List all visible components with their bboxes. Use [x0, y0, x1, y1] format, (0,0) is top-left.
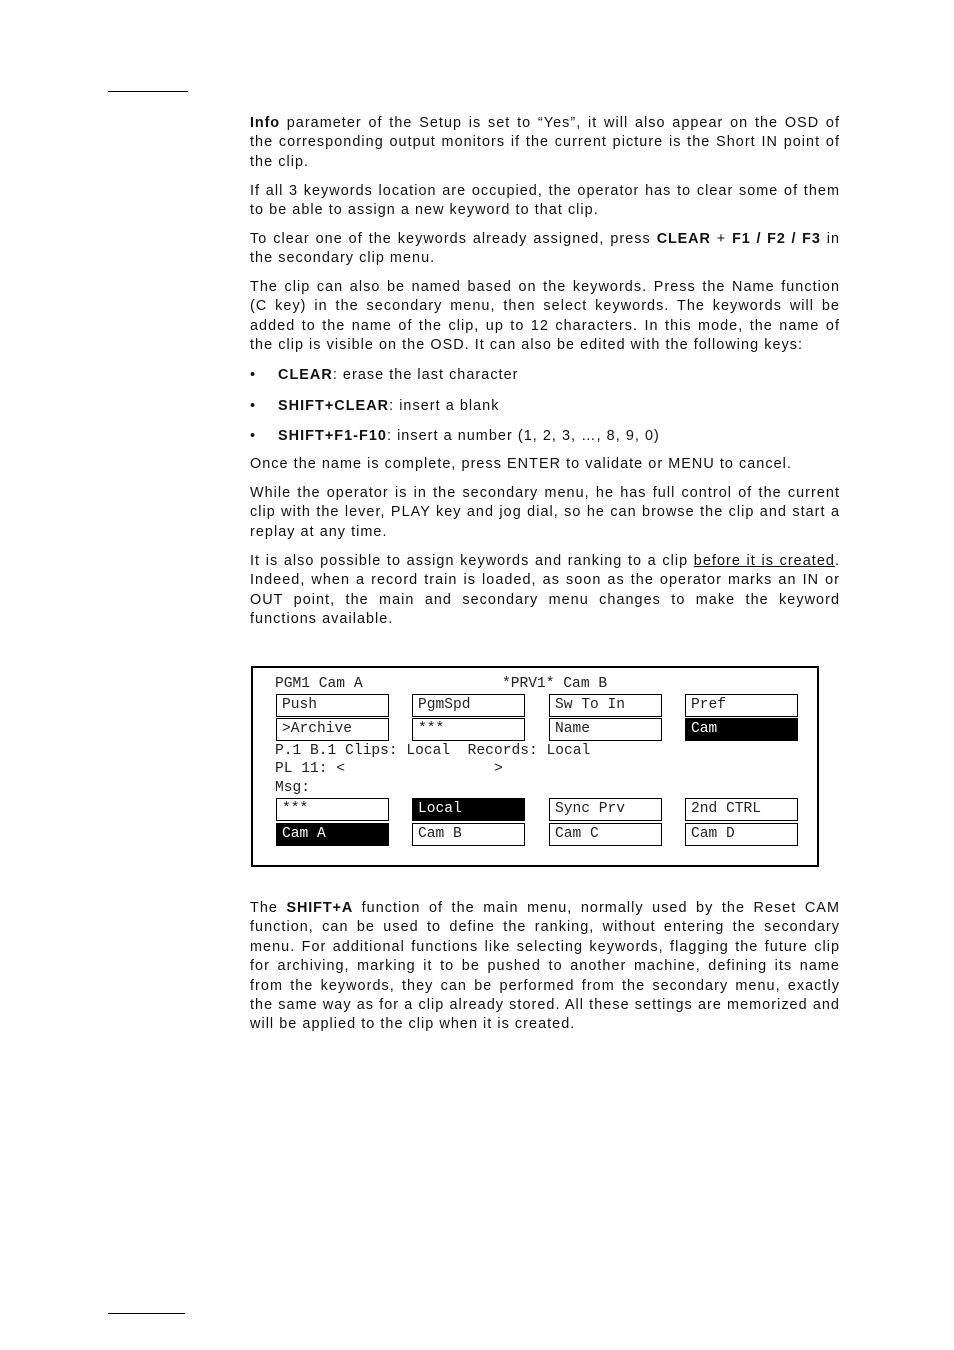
paragraph-clear-keywords: To clear one of the keywords already assigned, press CLEAR + F1 / F2 / F3 in the secondary clip menu. — [250, 231, 841, 267]
osd-pgm-label: PGM1 Cam A — [275, 676, 363, 692]
osd-cell-cam-c: Cam C — [549, 823, 662, 846]
paragraph-shift-a: The SHIFT+A function of the main menu, normally used by the Reset CAM function, can be used to define the ranking, without entering the secondary menu. For additional functions like selecting keywords, flagging the future clip for archiving, marking it to be pushed to another machine, defining its name from the keywords, they can be performed from the secondary menu, exactly the same way as for a clip already stored. All these settings are memorized and will be applied to the clip when it is created. — [250, 900, 840, 1033]
osd-cell-2nd-ctrl: 2nd CTRL — [685, 798, 798, 821]
osd-cell-sync-prv: Sync Prv — [549, 798, 662, 821]
osd-msg-line: Msg: — [275, 780, 311, 796]
paragraph-keywords-occupied: If all 3 keywords location are occupied, the operator has to clear some of them to be able to assign a new keyword to that clip. — [250, 183, 840, 219]
osd-playlist-line: PL 11: < > — [275, 761, 503, 777]
osd-status-line: P.1 B.1 Clips: Local Records: Local — [275, 743, 591, 759]
bullet-dot: • — [250, 367, 257, 383]
osd-cell-cam-b: Cam B — [412, 823, 525, 846]
osd-cell-push: Push — [276, 694, 389, 717]
osd-cell-sw-to-in: Sw To In — [549, 694, 662, 717]
paragraph-before-created: It is also possible to assign keywords and ranking to a clip before it is created. Indeed, when a record train is loaded, as soon as the operator marks an IN or OUT point, the main and secondary menu changes to make the keyword functions available. — [250, 553, 840, 628]
osd-cell-stars-bottom: *** — [276, 798, 389, 821]
osd-cell-cam-d: Cam D — [685, 823, 798, 846]
bullet-desc: : insert a number (1, 2, 3, …, 8, 9, 0) — [386, 428, 660, 444]
osd-cell-cam-a: Cam A — [276, 823, 389, 846]
osd-screen — [251, 666, 819, 867]
bullet-desc: : erase the last character — [332, 367, 519, 383]
osd-cell-name: Name — [549, 718, 662, 741]
osd-cell-pref: Pref — [685, 694, 798, 717]
bullet-key: SHIFT+CLEAR — [278, 398, 390, 414]
header-rule — [108, 91, 188, 92]
footer-rule — [108, 1313, 185, 1314]
osd-cell-cam-selected: Cam — [685, 718, 798, 741]
bullet-key: SHIFT+F1-F10 — [278, 428, 387, 444]
bullet-desc: : insert a blank — [389, 398, 500, 414]
paragraph-secondary-menu: While the operator is in the secondary menu, he has full control of the current clip with the lever, PLAY key and jog dial, so he can browse the clip and start a replay at any time. — [250, 485, 840, 540]
paragraph-name-complete: Once the name is complete, press ENTER to validate or MENU to cancel. — [250, 456, 792, 472]
osd-cell-stars: *** — [412, 718, 525, 741]
bullet-key: CLEAR — [278, 367, 333, 383]
bullet-dot: • — [250, 398, 257, 414]
osd-cell-archive: >Archive — [276, 718, 389, 741]
osd-cell-local: Local — [412, 798, 525, 821]
bullet-dot: • — [250, 428, 257, 444]
paragraph-naming: The clip can also be named based on the keywords. Press the Name function (C key) in the secondary menu, then select keywords. The keywords will be added to the name of the clip, up to 12 characters. In this mode, the name of the clip is visible on the OSD. It can also be edited with the following keys: — [250, 279, 840, 354]
osd-prv-label: *PRV1* Cam B — [502, 676, 608, 692]
paragraph-info: Info parameter of the Setup is set to “Yes”, it will also appear on the OSD of the corresponding output monitors if the current picture is the Short IN point of the clip. — [250, 115, 840, 170]
osd-cell-pgmspd: PgmSpd — [412, 694, 525, 717]
